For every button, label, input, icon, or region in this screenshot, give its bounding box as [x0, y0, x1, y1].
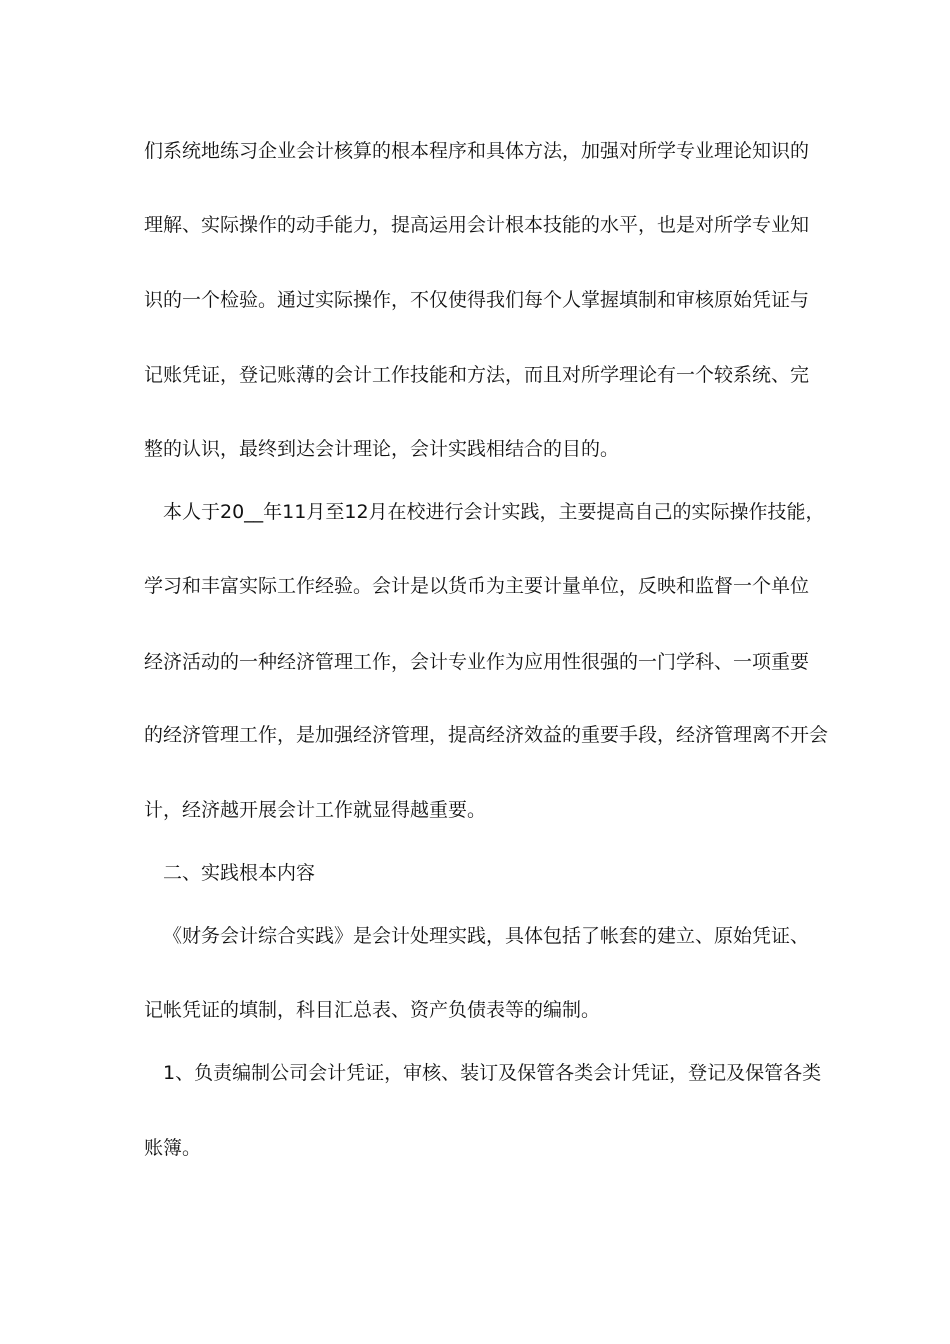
paragraph-line-6: 本人于20__年11月至12月在校进行会计实践，主要提高自己的实际操作技能， [163, 501, 825, 523]
paragraph-line-7: 学习和丰富实际工作经验。会计是以货币为主要计量单位，反映和监督一个单位 [144, 575, 810, 597]
list-item-1-line-1: 1、负责编制公司会计凭证，审核、装订及保管各类会计凭证，登记及保管各类 [163, 1062, 822, 1084]
paragraph-line-13: 记帐凭证的填制，科目汇总表、资产负债表等的编制。 [144, 999, 601, 1021]
paragraph-line-10: 计，经济越开展会计工作就显得越重要。 [144, 799, 487, 821]
list-item-1-line-2: 账簿。 [144, 1137, 202, 1159]
paragraph-line-4: 记账凭证，登记账薄的会计工作技能和方法，而且对所学理论有一个较系统、完 [144, 364, 810, 386]
paragraph-line-1: 们系统地练习企业会计核算的根本程序和具体方法，加强对所学专业理论知识的 [144, 140, 810, 162]
section-heading: 二、实践根本内容 [163, 862, 316, 884]
paragraph-line-12: 《财务会计综合实践》是会计处理实践，具体包括了帐套的建立、原始凭证、 [163, 925, 810, 947]
paragraph-line-5: 整的认识，最终到达会计理论，会计实践相结合的目的。 [144, 438, 620, 460]
paragraph-line-3: 识的一个检验。通过实际操作，不仅使得我们每个人掌握填制和审核原始凭证与 [144, 289, 810, 311]
paragraph-line-9: 的经济管理工作，是加强经济管理，提高经济效益的重要手段，经济管理离不开会 [144, 724, 829, 746]
paragraph-line-2: 理解、实际操作的动手能力，提高运用会计根本技能的水平，也是对所学专业知 [144, 214, 810, 236]
paragraph-line-8: 经济活动的一种经济管理工作，会计专业作为应用性很强的一门学科、一项重要 [144, 651, 810, 673]
